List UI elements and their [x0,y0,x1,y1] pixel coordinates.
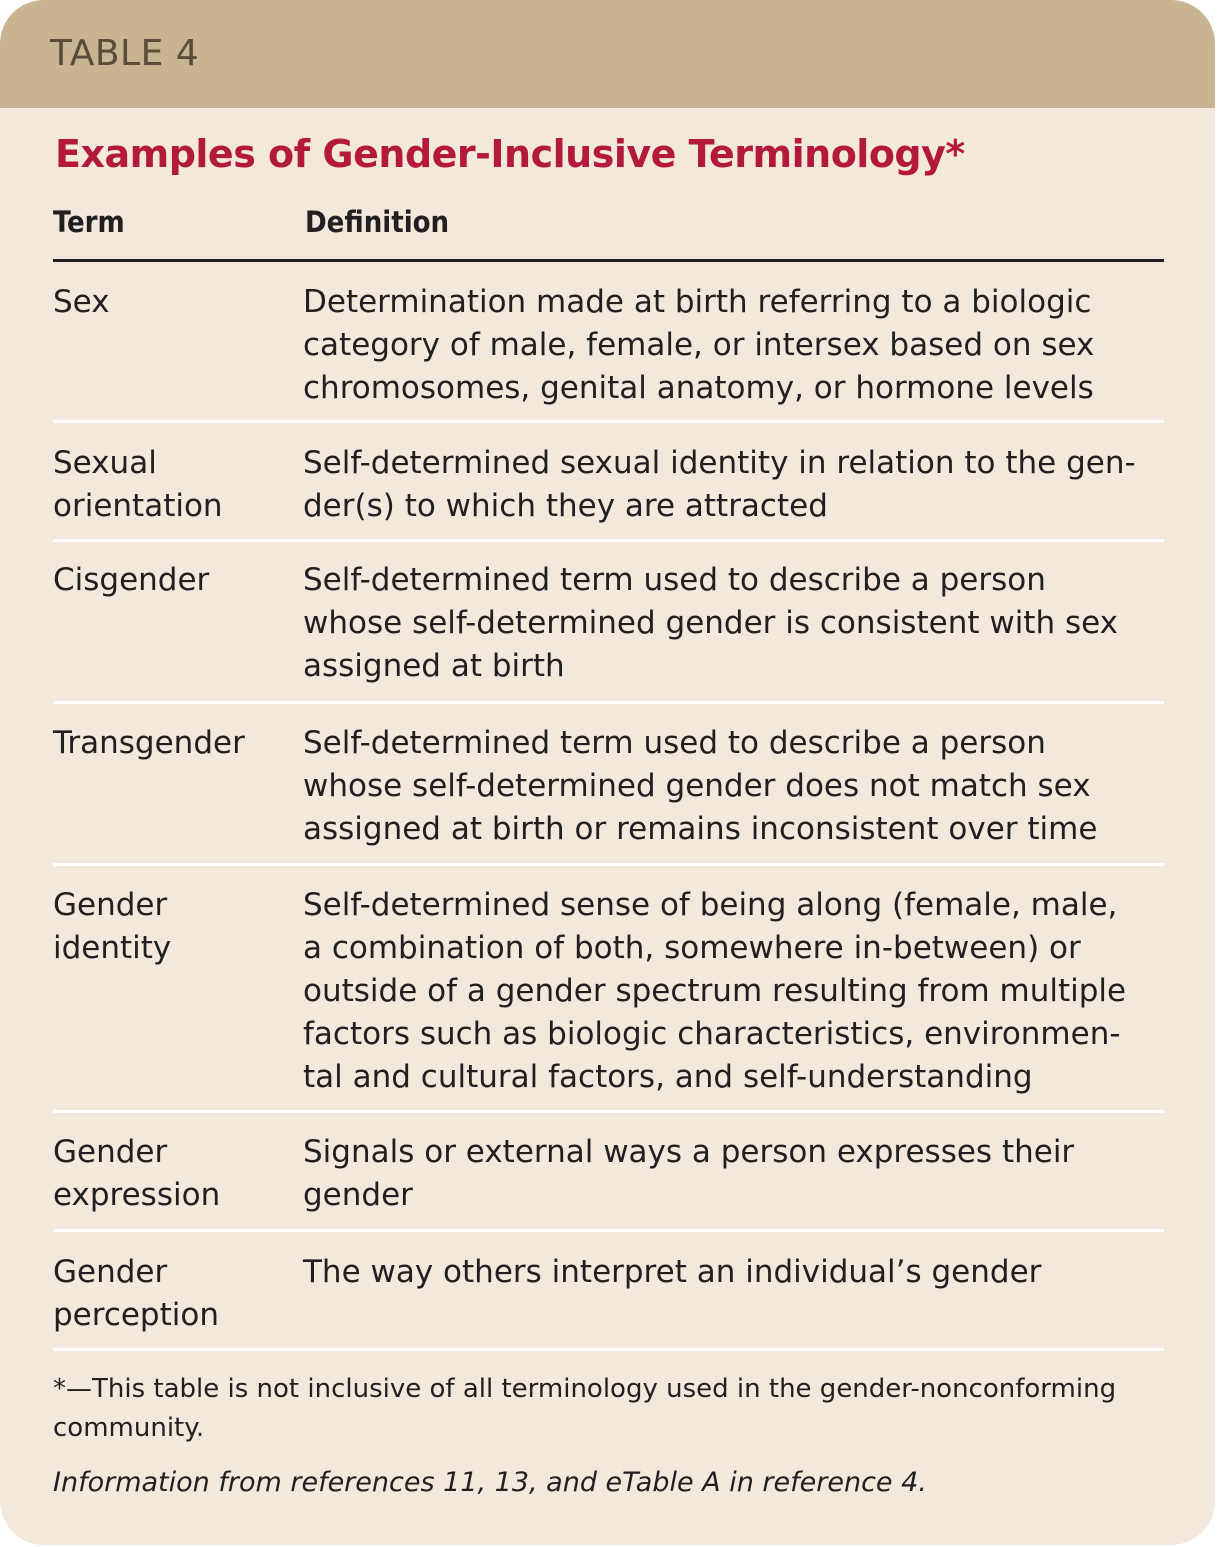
definition-cell: The way others interpret an individual’s gender [303,1254,1042,1290]
table-title: Examples of Gender-Inclusive Terminology* [55,132,965,176]
definition-cell: Self-determined sense of being along (female, male, a combination of both, somewhere in-between) or outside of a gender spectrum resulting from multiple factors such as biologic characteristics, environmen- tal and cultural factors, and self-understanding [303,887,1127,1095]
table-row [53,262,1164,423]
term-cell: Sexual orientation [53,445,223,524]
table-row [53,423,1164,542]
table-body [53,262,1164,1351]
term-cell: Cisgender [53,562,210,598]
table-row [53,1113,1164,1232]
definition-cell: Determination made at birth referring to a biologic category of male, female, or intersex based on sex chromosomes, genital anatomy, or hormone levels [303,284,1095,406]
term-cell: Gender expression [53,1134,221,1213]
table-label: TABLE 4 [50,33,200,74]
term-cell: Gender perception [53,1254,219,1333]
table-footnote: *—This table is not inclusive of all terminology used in the gender-nonconforming community. [53,1374,1117,1443]
term-cell: Sex [53,284,110,320]
table-row [53,866,1164,1113]
definition-cell: Self-determined term used to describe a person whose self-determined gender does not match sex assigned at birth or remains inconsistent over time [303,725,1098,847]
definition-cell: Self-determined sexual identity in relation to the gen- der(s) to which they are attracted [303,445,1136,524]
table-row [53,542,1164,704]
header-band [0,0,1215,108]
definition-cell: Self-determined term used to describe a person whose self-determined gender is consistent with sex assigned at birth [303,562,1118,684]
table-row [53,1232,1164,1351]
column-header-term: Term [53,205,125,239]
table-row [53,704,1164,866]
source-note: Information from references 11, 13, and eTable A in reference 4. [53,1467,927,1498]
term-cell: Transgender [53,725,245,761]
term-cell: Gender identity [53,887,172,966]
column-header-definition: Definition [305,205,450,239]
definition-cell: Signals or external ways a person expresses their gender [303,1134,1075,1213]
